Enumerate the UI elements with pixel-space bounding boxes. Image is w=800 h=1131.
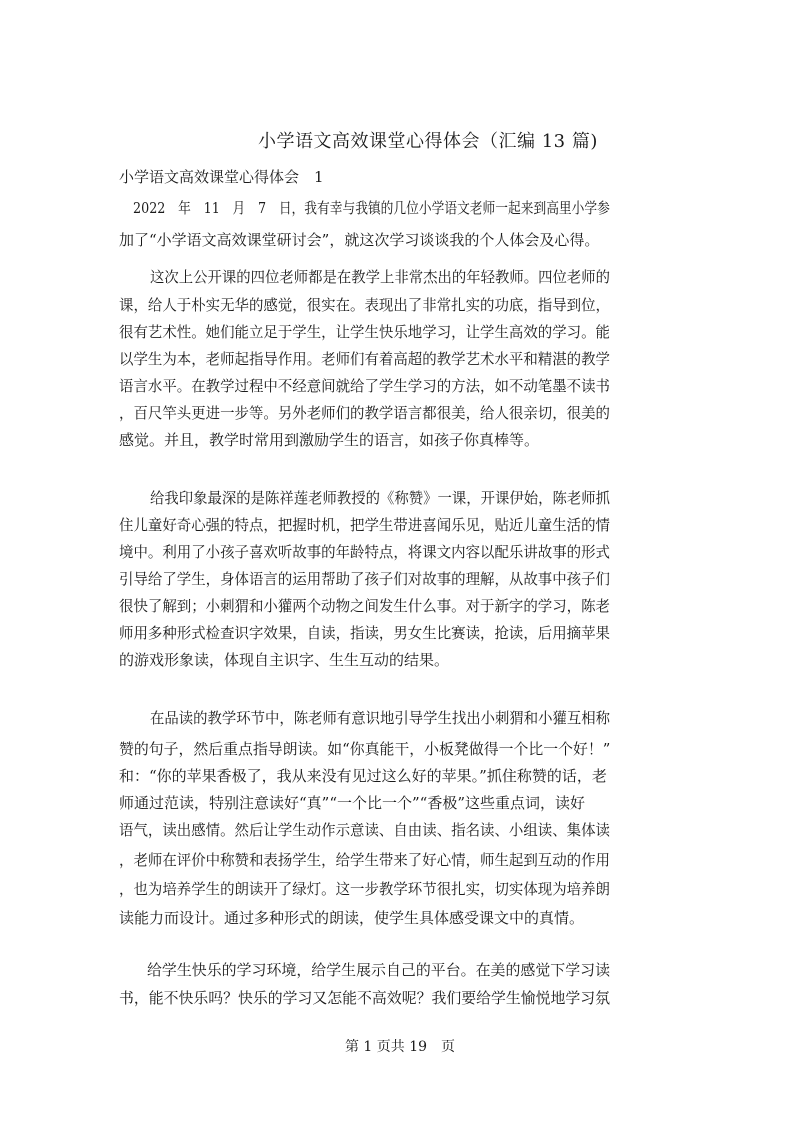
paragraph-3-line-7: 的游戏形象读，体现自主识字、生生互动的结果。 [119,651,450,669]
paragraph-5-line-1: 给学生快乐的学习环境，给学生展示自己的平台。在美的感觉下学习读 [147,961,611,979]
paragraph-3-line-2: 住儿童好奇心强的特点，把握时机，把学生带进喜闻乐见，贴近儿童生活的情 [119,516,610,534]
document-title: 小学语文高效课堂心得体会（汇编 13 篇) [258,131,598,152]
paragraph-4-line-3: 和：“你的苹果香极了，我从来没有见过这么好的苹果。”抓住称赞的话，老 [119,767,607,785]
paragraph-2-line-5: 语言水平。在教学过程中不经意间就给了学生学习的方法，如不动笔墨不读书 [119,377,610,395]
paragraph-4-line-2: 赞的句子，然后重点指导朗读。如“你真能干，小板凳做得一个比一个好！” [119,740,611,758]
paragraph-3-line-3: 境中。利用了小孩子喜欢听故事的年龄特点，将课文内容以配乐讲故事的形式 [119,543,610,561]
paragraph-3-line-6: 师用多种形式检查识字效果，自读，指读，男女生比赛读，抢读，后用摘苹果 [119,624,610,642]
paragraph-2-line-6: ，百尺竿头更进一步等。另外老师们的教学语言都很美，给人很亲切，很美的 [119,404,610,422]
paragraph-2-line-2: 课，给人于朴实无华的感觉，很实在。表现出了非常扎实的功底，指导到位， [119,296,610,314]
paragraph-4-line-8: 读能力而设计。通过多种形式的朗读，使学生具体感受课文中的真情。 [119,909,585,927]
paragraph-3-line-1: 给我印象最深的是陈祥莲老师教授的《称赞》一课，开课伊始，陈老师抓 [150,489,610,507]
paragraph-4-line-1: 在品读的教学环节中，陈老师有意识地引导学生找出小刺猬和小獾互相称 [150,709,610,727]
paragraph-1-line-1: 2022 年 11 月 7 日，我有幸与我镇的几位小学语文老师一起来到高里小学参 [133,199,610,217]
paragraph-2-line-4: 以学生为本，老师起指导作用。老师们有着高超的教学艺术水平和精湛的教学 [119,350,610,368]
paragraph-5-line-2: 书，能不快乐吗？快乐的学习又怎能不高效呢？我们要给学生愉悦地学习氛 [119,989,611,1007]
paragraph-3-line-5: 很快了解到；小刺猬和小獾两个动物之间发生什么事。对于新字的学习，陈老 [119,597,610,615]
paragraph-2-line-3: 很有艺术性。她们能立足于学生，让学生快乐地学习，让学生高效的学习。能 [119,323,610,341]
paragraph-4-line-4: 师通过范读，特别注意读好“真”“一个比一个”“香极”这些重点词，读好 [119,794,586,812]
paragraph-2-line-7: 感觉。并且，教学时常用到激励学生的语言，如孩子你真棒等。 [119,431,540,449]
paragraph-2-line-1: 这次上公开课的四位老师都是在教学上非常杰出的年轻教师。四位老师的 [150,268,610,286]
paragraph-1-line-2: 加了“小学语文高效课堂研讨会”，就这次学习谈谈我的个人体会及心得。 [119,231,600,249]
paragraph-4-line-5: 语气，读出感情。然后让学生动作示意读、自由读、指名读、小组读、集体读 [119,821,610,839]
paragraph-3-line-4: 引导给了学生，身体语言的运用帮助了孩子们对故事的理解，从故事中孩子们 [119,570,610,588]
paragraph-4-line-6: ，老师在评价中称赞和表扬学生，给学生带来了好心情，师生起到互动的作用 [119,851,610,869]
paragraph-4-line-7: ，也为培养学生的朗读开了绿灯。这一步教学环节很扎实，切实体现为培养朗 [119,880,610,898]
section-heading: 小学语文高效课堂心得体会 1 [119,168,324,186]
page-number-footer: 第 1 页共 19 页 [344,1039,456,1055]
